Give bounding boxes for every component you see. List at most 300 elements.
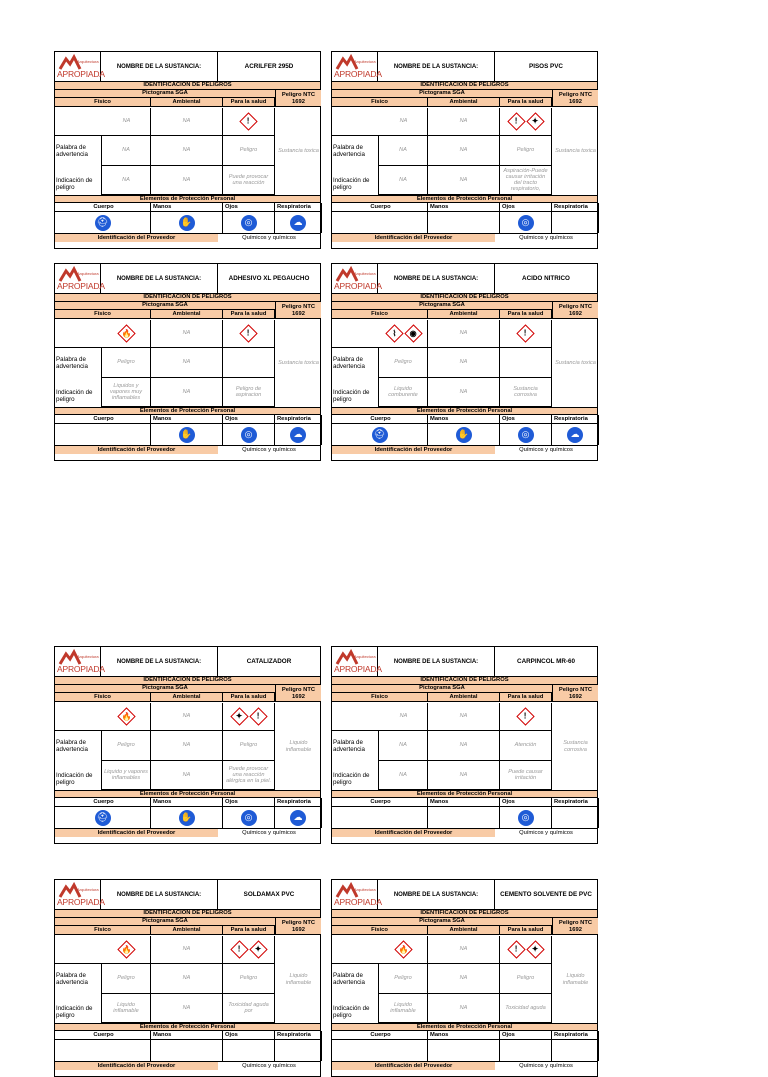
company-logo	[55, 647, 105, 677]
ntc-hazard-header: Peligro NTC 1692	[275, 685, 321, 702]
ntc-hazard-header: Peligro NTC 1692	[275, 302, 321, 319]
card-header	[332, 880, 597, 910]
ppe-cell-manos	[428, 424, 500, 445]
fisico-hazard-statement: Liquidos y vapores muy inflamables	[101, 378, 151, 407]
ambiental-signal-word: NA	[151, 348, 223, 378]
hazard-identification-title: IDENTIFICACIÓN DE PELIGROS	[55, 910, 320, 918]
ntc-hazard-value: Sustancia toxica	[555, 148, 596, 155]
salud-hazard-statement: Aspiración-Puede causar irritación del tracto respiratorio,	[500, 166, 552, 195]
ntc-hazard-value: Liquido inflamable	[285, 973, 312, 986]
ppe-cell-ojos	[223, 1040, 275, 1061]
salud-signal-word	[223, 348, 275, 378]
ppe-cell-ojos	[223, 807, 275, 828]
supplier-value: Químicos y químicos	[218, 828, 320, 837]
supplier-identification: Identificación del Proveedor	[55, 233, 218, 242]
ghs-pictogram-group	[385, 327, 423, 340]
ghs-pictogram-group	[117, 327, 136, 340]
ntc-hazard-value: Liquido inflamable	[562, 973, 589, 986]
ambiental-pictogram-cell: NA	[151, 108, 223, 136]
fisico-signal-word: NA	[101, 136, 151, 166]
ppe-header-respiratoria: Respiratoria	[552, 798, 599, 807]
ambiental-hazard-statement: NA	[428, 378, 500, 407]
ppe-header-cuerpo: Cuerpo	[332, 203, 428, 212]
salud-signal-word: Atención	[500, 731, 552, 761]
salud-pictogram-cell	[500, 936, 552, 964]
ppe-goggles-icon: ◎	[518, 215, 534, 231]
salud-hazard-statement: Puede provocar una reacción	[223, 166, 275, 195]
ppe-header-ojos: Ojos	[223, 1031, 275, 1040]
hazard-statement-label: Indicación de peligro	[56, 177, 93, 191]
signal-word-label: Palabra de advertencia	[333, 356, 365, 370]
supplier-identification: Identificación del Proveedor	[55, 1061, 218, 1070]
ppe-header-respiratoria: Respiratoria	[552, 203, 599, 212]
ppe-title: Elementos de Protección Personal	[55, 407, 320, 415]
ambiental-hazard-statement: NA	[428, 761, 500, 790]
ppe-cell-manos	[151, 212, 223, 233]
ghs-pictogram-title: Pictograma SGA	[332, 918, 552, 926]
ppe-header-ojos: Ojos	[223, 415, 275, 424]
ambiental-signal-word: NA	[151, 731, 223, 761]
ppe-cell-cuerpo	[332, 1040, 428, 1061]
company-logo	[55, 880, 105, 910]
logo-tagline: Arquitectura	[354, 271, 376, 276]
col-header-fisico: Físico	[55, 310, 151, 319]
signal-word-label: Palabra de advertencia	[333, 144, 365, 158]
ghs-pictogram-title: Pictograma SGA	[55, 90, 275, 98]
substance-name: ACIDO NITRICO	[522, 274, 570, 282]
substance-name: ADHESIVO XL PEGAUCHO	[228, 274, 310, 282]
ghs-flame-icon: 🔥	[394, 940, 412, 958]
ghs-pictogram-group	[230, 943, 268, 956]
logo-wordmark: APROPIADA	[334, 897, 382, 907]
logo-tagline: Arquitectura	[77, 654, 99, 659]
ppe-gloves-icon: ✋	[456, 427, 472, 443]
logo-wordmark: APROPIADA	[334, 281, 382, 291]
col-header-ambiental: Ambiental	[428, 926, 500, 935]
supplier-identification: Identificación del Proveedor	[332, 233, 495, 242]
ppe-cell-cuerpo	[332, 424, 428, 445]
ppe-title: Elementos de Protección Personal	[332, 790, 597, 798]
ghs-health-icon: ✦	[526, 940, 544, 958]
ghs-flame-icon: 🔥	[117, 940, 135, 958]
card-header	[55, 647, 320, 677]
ppe-goggles-icon: ◎	[518, 427, 534, 443]
ghs-pictogram-title: Pictograma SGA	[332, 90, 552, 98]
fisico-hazard-statement: Liquido inflamable	[378, 994, 428, 1023]
salud-pictogram-cell	[223, 320, 275, 348]
signal-word-label: Palabra de advertencia	[333, 739, 365, 753]
ghs-flame-icon: 🔥	[117, 707, 135, 725]
ppe-cell-respiratoria	[552, 212, 599, 233]
ghs-health-icon: ✦	[249, 940, 267, 958]
ppe-cell-manos	[151, 424, 223, 445]
ppe-cell-ojos	[223, 212, 275, 233]
fisico-hazard-statement: Liquido y vapores inflamables	[101, 761, 151, 790]
ambiental-signal-word: NA	[428, 348, 500, 378]
ntc-hazard-value: Sustancia toxica	[278, 148, 319, 155]
ambiental-hazard-statement: NA	[151, 761, 223, 790]
fisico-pictogram-cell: NA	[332, 108, 428, 136]
card-header	[55, 264, 320, 294]
col-header-salud: Para la salud	[500, 310, 552, 319]
ghs-exclamation-icon: !	[516, 707, 534, 725]
supplier-value: Químicos y químicos	[495, 233, 597, 242]
fisico-hazard-statement: NA	[378, 761, 428, 790]
salud-hazard-statement: Toxicidad aguda	[500, 994, 552, 1023]
signal-word-label: Palabra de advertencia	[56, 972, 88, 986]
ppe-header-ojos: Ojos	[500, 798, 552, 807]
fisico-pictogram-cell	[55, 703, 151, 731]
hazard-card	[54, 263, 321, 461]
logo-tagline: Arquitectura	[77, 887, 99, 892]
ppe-cell-manos	[428, 807, 500, 828]
col-header-ambiental: Ambiental	[151, 310, 223, 319]
ambiental-signal-word: NA	[428, 136, 500, 166]
ghs-pictogram-group	[507, 115, 545, 128]
supplier-identification: Identificación del Proveedor	[332, 828, 495, 837]
ghs-pictogram-group	[239, 327, 258, 340]
ghs-pictogram-title: Pictograma SGA	[332, 302, 552, 310]
col-header-salud: Para la salud	[223, 693, 275, 702]
col-header-ambiental: Ambiental	[428, 310, 500, 319]
salud-signal-word: Peligro	[223, 731, 275, 761]
signal-word-label: Palabra de advertencia	[56, 356, 88, 370]
ambiental-hazard-statement: NA	[428, 994, 500, 1023]
ambiental-pictogram-cell: NA	[428, 703, 500, 731]
col-header-salud: Para la salud	[223, 310, 275, 319]
supplier-value: Químicos y químicos	[218, 1061, 320, 1070]
ghs-pictogram-group	[230, 710, 268, 723]
salud-hazard-statement: Toxicidad aguda por	[223, 994, 275, 1023]
ppe-cell-respiratoria	[552, 807, 599, 828]
ppe-cell-cuerpo	[55, 212, 151, 233]
fisico-hazard-statement: Liquido comburente	[378, 378, 428, 407]
fisico-pictogram-cell	[55, 936, 151, 964]
salud-pictogram-cell	[223, 703, 275, 731]
company-logo	[55, 52, 105, 82]
ppe-cell-respiratoria	[275, 424, 322, 445]
salud-hazard-statement: Puede provocar una reacción alérgica en la piel.	[223, 761, 275, 790]
supplier-value: Químicos y químicos	[218, 445, 320, 454]
logo-wordmark: APROPIADA	[57, 897, 105, 907]
col-header-fisico: Físico	[55, 693, 151, 702]
supplier-identification: Identificación del Proveedor	[55, 828, 218, 837]
ghs-pictogram-group	[117, 943, 136, 956]
ambiental-hazard-statement: NA	[428, 166, 500, 195]
ghs-exclamation-icon: !	[239, 324, 257, 342]
company-logo	[55, 264, 105, 294]
substance-name-label: NOMBRE DE LA SUSTANCIA:	[101, 264, 218, 294]
hazard-statement-label: Indicación de peligro	[333, 389, 370, 403]
salud-signal-word: Peligro	[500, 964, 552, 994]
card-header	[332, 264, 597, 294]
supplier-identification: Identificación del Proveedor	[55, 445, 218, 454]
substance-name: PISOS PVC	[529, 62, 563, 70]
fisico-signal-word: NA	[378, 136, 428, 166]
ppe-cell-manos	[151, 1040, 223, 1061]
salud-pictogram-cell	[500, 703, 552, 731]
substance-name: CATALIZADOR	[246, 657, 292, 665]
substance-name-label: NOMBRE DE LA SUSTANCIA:	[101, 647, 218, 677]
fisico-signal-word: NA	[378, 731, 428, 761]
salud-signal-word: Peligro	[500, 136, 552, 166]
ppe-cell-ojos	[500, 212, 552, 233]
ppe-goggles-icon: ◎	[241, 215, 257, 231]
logo-tagline: Arquitectura	[77, 271, 99, 276]
ambiental-pictogram-cell: NA	[428, 320, 500, 348]
ppe-header-ojos: Ojos	[500, 203, 552, 212]
ppe-cell-respiratoria	[275, 1040, 322, 1061]
ppe-cell-manos	[428, 212, 500, 233]
ppe-mask-icon: ☁	[567, 427, 583, 443]
ppe-header-cuerpo: Cuerpo	[55, 203, 151, 212]
substance-name: CEMENTO SOLVENTE DE PVC	[500, 890, 592, 898]
ppe-cell-respiratoria	[552, 1040, 599, 1061]
ambiental-hazard-statement: NA	[151, 994, 223, 1023]
ppe-header-cuerpo: Cuerpo	[55, 798, 151, 807]
ppe-header-manos: Manos	[428, 1031, 500, 1040]
ghs-pictogram-group	[394, 943, 413, 956]
ppe-cell-cuerpo	[332, 212, 428, 233]
ghs-pictogram-title: Pictograma SGA	[55, 918, 275, 926]
salud-hazard-statement: Puede causar irritación	[500, 761, 552, 790]
ppe-header-cuerpo: Cuerpo	[55, 415, 151, 424]
fisico-signal-word: Peligro	[101, 348, 151, 378]
fisico-pictogram-cell: NA	[332, 703, 428, 731]
substance-name-label: NOMBRE DE LA SUSTANCIA:	[378, 647, 495, 677]
hazard-card	[54, 879, 321, 1077]
supplier-value: Químicos y químicos	[495, 445, 597, 454]
logo-wordmark: APROPIADA	[57, 281, 105, 291]
hazard-statement-label: Indicación de peligro	[333, 177, 370, 191]
salud-signal-word	[500, 348, 552, 378]
ghs-flame-icon: 🔥	[117, 324, 135, 342]
hazard-identification-title: IDENTIFICACIÓN DE PELIGROS	[55, 294, 320, 302]
ghs-exclamation-icon: !	[239, 112, 257, 130]
logo-tagline: Arquitectura	[354, 654, 376, 659]
ppe-header-manos: Manos	[151, 1031, 223, 1040]
ppe-header-ojos: Ojos	[500, 1031, 552, 1040]
col-header-salud: Para la salud	[223, 926, 275, 935]
supplier-identification: Identificación del Proveedor	[332, 1061, 495, 1070]
ghs-pictogram-title: Pictograma SGA	[332, 685, 552, 693]
hazard-identification-title: IDENTIFICACIÓN DE PELIGROS	[55, 677, 320, 685]
fisico-pictogram-cell: NA	[55, 108, 151, 136]
col-header-salud: Para la salud	[223, 98, 275, 107]
card-header	[332, 647, 597, 677]
col-header-ambiental: Ambiental	[151, 98, 223, 107]
company-logo	[332, 264, 382, 294]
col-header-ambiental: Ambiental	[151, 926, 223, 935]
substance-name-label: NOMBRE DE LA SUSTANCIA:	[101, 52, 218, 82]
fisico-signal-word: Peligro	[101, 731, 151, 761]
supplier-value: Químicos y químicos	[218, 233, 320, 242]
ppe-body_suit-icon: ⛑	[372, 427, 388, 443]
ppe-title: Elementos de Protección Personal	[332, 407, 597, 415]
ppe-header-ojos: Ojos	[223, 798, 275, 807]
ppe-title: Elementos de Protección Personal	[55, 195, 320, 203]
signal-word-label: Palabra de advertencia	[56, 144, 88, 158]
card-header	[55, 880, 320, 910]
ambiental-hazard-statement: NA	[151, 166, 223, 195]
ntc-hazard-value: Sustancia toxica	[555, 360, 596, 367]
fisico-pictogram-cell	[55, 320, 151, 348]
ppe-cell-respiratoria	[552, 424, 599, 445]
ambiental-pictogram-cell: NA	[151, 936, 223, 964]
ppe-header-respiratoria: Respiratoria	[275, 1031, 322, 1040]
substance-name-label: NOMBRE DE LA SUSTANCIA:	[378, 880, 495, 910]
hazard-identification-title: IDENTIFICACIÓN DE PELIGROS	[332, 910, 597, 918]
ppe-header-manos: Manos	[151, 203, 223, 212]
ppe-cell-ojos	[500, 807, 552, 828]
ambiental-signal-word: NA	[428, 964, 500, 994]
hazard-card	[331, 646, 598, 844]
col-header-fisico: Físico	[55, 926, 151, 935]
supplier-identification: Identificación del Proveedor	[332, 445, 495, 454]
ppe-header-manos: Manos	[428, 798, 500, 807]
salud-hazard-statement: Sustancia corrosiva	[500, 378, 552, 407]
ambiental-signal-word: NA	[151, 964, 223, 994]
col-header-fisico: Físico	[332, 310, 428, 319]
salud-pictogram-cell	[500, 320, 552, 348]
fisico-hazard-statement: NA	[101, 166, 151, 195]
substance-name: CARPINCOL MR-60	[517, 657, 575, 665]
ntc-hazard-header: Peligro NTC 1692	[552, 90, 598, 107]
ppe-cell-cuerpo	[55, 807, 151, 828]
ppe-cell-ojos	[500, 424, 552, 445]
salud-pictogram-cell	[223, 108, 275, 136]
ppe-gloves-icon: ✋	[179, 215, 195, 231]
logo-tagline: Arquitectura	[354, 887, 376, 892]
logo-wordmark: APROPIADA	[334, 664, 382, 674]
ppe-header-cuerpo: Cuerpo	[332, 1031, 428, 1040]
col-header-fisico: Físico	[332, 98, 428, 107]
ppe-header-respiratoria: Respiratoria	[275, 798, 322, 807]
col-header-salud: Para la salud	[500, 926, 552, 935]
hazard-card	[331, 51, 598, 249]
ambiental-pictogram-cell: NA	[428, 936, 500, 964]
col-header-fisico: Físico	[332, 926, 428, 935]
hazard-statement-label: Indicación de peligro	[56, 1005, 93, 1019]
ppe-header-cuerpo: Cuerpo	[55, 1031, 151, 1040]
ambiental-signal-word: NA	[428, 731, 500, 761]
hazard-statement-label: Indicación de peligro	[333, 772, 370, 786]
ppe-cell-respiratoria	[275, 807, 322, 828]
ghs-pictogram-group	[516, 710, 535, 723]
logo-tagline: Arquitectura	[354, 59, 376, 64]
col-header-ambiental: Ambiental	[151, 693, 223, 702]
ntc-hazard-value: Liquido inflamable	[285, 740, 312, 753]
fisico-signal-word: Peligro	[101, 964, 151, 994]
col-header-fisico: Físico	[55, 98, 151, 107]
ppe-header-manos: Manos	[428, 203, 500, 212]
fisico-pictogram-cell	[332, 936, 428, 964]
ppe-cell-cuerpo	[332, 807, 428, 828]
ghs-exclamation-icon: !	[249, 707, 267, 725]
ppe-body_suit-icon: ⛑	[95, 810, 111, 826]
col-header-salud: Para la salud	[500, 693, 552, 702]
ppe-goggles-icon: ◎	[241, 427, 257, 443]
substance-name-label: NOMBRE DE LA SUSTANCIA:	[378, 264, 495, 294]
ghs-pictogram-group	[239, 115, 258, 128]
ntc-hazard-header: Peligro NTC 1692	[552, 302, 598, 319]
ppe-header-manos: Manos	[428, 415, 500, 424]
ppe-header-ojos: Ojos	[223, 203, 275, 212]
fisico-signal-word: Peligro	[378, 348, 428, 378]
ppe-gloves-icon: ✋	[179, 427, 195, 443]
ppe-gloves-icon: ✋	[179, 810, 195, 826]
ppe-header-cuerpo: Cuerpo	[332, 798, 428, 807]
ghs-corrosion-icon: ⌇	[385, 324, 403, 342]
col-header-ambiental: Ambiental	[428, 98, 500, 107]
ghs-pictogram-title: Pictograma SGA	[55, 302, 275, 310]
hazard-card	[54, 51, 321, 249]
fisico-hazard-statement: NA	[378, 166, 428, 195]
ghs-pictogram-title: Pictograma SGA	[55, 685, 275, 693]
hazard-identification-title: IDENTIFICACIÓN DE PELIGROS	[55, 82, 320, 90]
ppe-body_suit-icon: ⛑	[95, 215, 111, 231]
ppe-header-ojos: Ojos	[500, 415, 552, 424]
logo-wordmark: APROPIADA	[57, 664, 105, 674]
salud-signal-word: Peligro	[223, 964, 275, 994]
ppe-title: Elementos de Protección Personal	[332, 1023, 597, 1031]
ppe-goggles-icon: ◎	[241, 810, 257, 826]
supplier-value: Químicos y químicos	[495, 828, 597, 837]
ppe-header-manos: Manos	[151, 415, 223, 424]
ppe-cell-manos	[428, 1040, 500, 1061]
ambiental-hazard-statement: NA	[151, 378, 223, 407]
substance-name: ACRILFER 295D	[244, 62, 294, 70]
ppe-cell-ojos	[223, 424, 275, 445]
company-logo	[332, 52, 382, 82]
signal-word-label: Palabra de advertencia	[56, 739, 88, 753]
ambiental-pictogram-cell: NA	[428, 108, 500, 136]
salud-signal-word: Peligro	[223, 136, 275, 166]
hazard-card	[331, 263, 598, 461]
ntc-hazard-value: Sustancia toxica	[278, 360, 319, 367]
ghs-health-icon: ✦	[230, 707, 248, 725]
ppe-cell-cuerpo	[55, 424, 151, 445]
salud-hazard-statement: Peligro de aspiracion	[223, 378, 275, 407]
ppe-header-respiratoria: Respiratoria	[552, 1031, 599, 1040]
company-logo	[332, 880, 382, 910]
substance-name-label: NOMBRE DE LA SUSTANCIA:	[101, 880, 218, 910]
fisico-signal-word: Peligro	[378, 964, 428, 994]
logo-tagline: Arquitectura	[77, 59, 99, 64]
ntc-hazard-value: Sustancia corrosiva	[563, 740, 588, 753]
col-header-fisico: Físico	[332, 693, 428, 702]
salud-pictogram-cell	[500, 108, 552, 136]
hazard-statement-label: Indicación de peligro	[333, 1005, 370, 1019]
hazard-card	[331, 879, 598, 1077]
hazard-identification-title: IDENTIFICACIÓN DE PELIGROS	[332, 82, 597, 90]
ppe-header-manos: Manos	[151, 798, 223, 807]
fisico-hazard-statement: Liquido inflamable	[101, 994, 151, 1023]
ghs-pictogram-group	[507, 943, 545, 956]
hazard-identification-title: IDENTIFICACIÓN DE PELIGROS	[332, 294, 597, 302]
card-header	[332, 52, 597, 82]
ppe-title: Elementos de Protección Personal	[55, 1023, 320, 1031]
supplier-value: Químicos y químicos	[495, 1061, 597, 1070]
ppe-header-cuerpo: Cuerpo	[332, 415, 428, 424]
ppe-mask-icon: ☁	[290, 810, 306, 826]
ghs-pictogram-group	[516, 327, 535, 340]
col-header-salud: Para la salud	[500, 98, 552, 107]
ambiental-pictogram-cell: NA	[151, 320, 223, 348]
salud-pictogram-cell	[223, 936, 275, 964]
ghs-pictogram-group	[117, 710, 136, 723]
ppe-title: Elementos de Protección Personal	[55, 790, 320, 798]
